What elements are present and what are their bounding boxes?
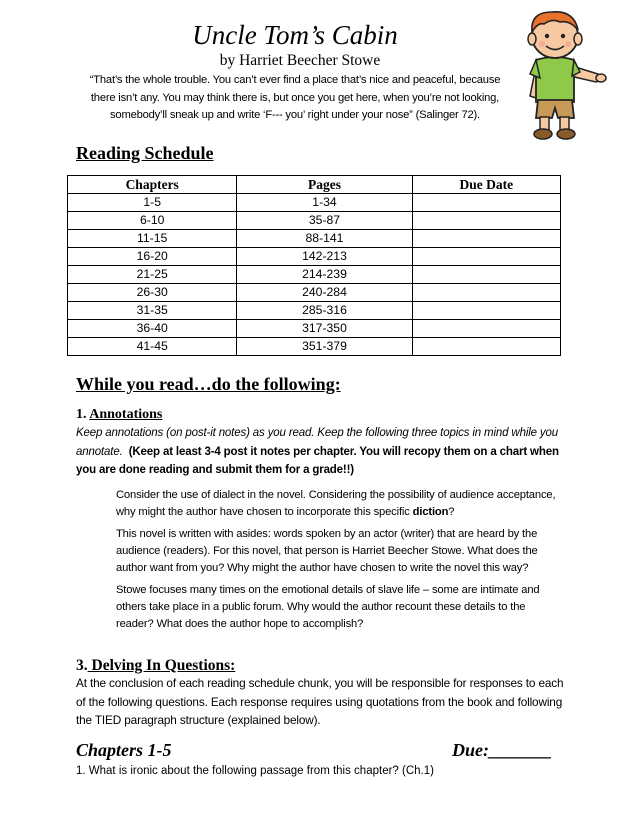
annotations-intro: Keep annotations (on post-it notes) as you read. Keep the following three topics in mind while you annotate. (76, 427, 559, 458)
chapters-cell: 11-15 (68, 230, 237, 248)
delving-instructions: At the conclusion of each reading schedule chunk, you will be responsible for responses to each of the following questions. Each response requires using quotations from the book and following the TIED paragraph structure (explained below). (76, 676, 564, 727)
column-header-pages: Pages (237, 176, 412, 194)
table-row (68, 338, 561, 356)
pages-cell: 240-284 (237, 284, 412, 302)
epigraph-quote (70, 72, 520, 125)
pages-cell: 214-239 (237, 266, 412, 284)
annotations-subheading (76, 407, 162, 423)
reading-schedule-table (67, 175, 561, 356)
chapters-cell: 6-10 (68, 212, 237, 230)
annotations-instructions (76, 424, 566, 480)
diction-term: diction (412, 506, 449, 518)
chapters-cell: 26-30 (68, 284, 237, 302)
quote-line: there isn’t any. You may think there is, but once you get here, when you’re not looking, (90, 91, 500, 104)
table-row (68, 212, 561, 230)
pages-cell: 35-87 (237, 212, 412, 230)
while-you-read-heading: While you read…do the following: (76, 374, 341, 394)
pages-cell: 142-213 (237, 248, 412, 266)
table-row (68, 266, 561, 284)
due-date-cell (412, 302, 560, 320)
due-date-cell (412, 338, 560, 356)
author-line: by Harriet Beecher Stowe (219, 52, 381, 69)
due-date-label: Due:_______ (452, 740, 552, 760)
column-header-due-date: Due Date (412, 176, 560, 194)
delving-title: Delving In Questions: (87, 657, 236, 674)
table-row (68, 194, 561, 212)
table-row (68, 302, 561, 320)
document-title: Uncle Tom’s Cabin (192, 20, 398, 50)
delving-questions-subheading (76, 657, 235, 675)
chapters-cell: 41-45 (68, 338, 237, 356)
annotation-topic-emotional-details: Stowe focuses many times on the emotional details of slave life – some are intimate and others take place in a public forum. Why would the author recount these details to the reader? What does the author hope to accomplish? (116, 584, 540, 630)
chapters-cell: 1-5 (68, 194, 237, 212)
topic-punctuation: ? (448, 506, 455, 518)
due-date-cell (412, 194, 560, 212)
annotation-topic-dialect (116, 487, 561, 521)
topic-text: Consider the use of dialect in the novel. Considering the possibility of audience acceptance, why might the author have chosen to incorporate this specific (116, 489, 556, 518)
pages-cell: 88-141 (237, 230, 412, 248)
chapters-cell: 31-35 (68, 302, 237, 320)
table-row (68, 248, 561, 266)
chapters-1-5-heading: Chapters 1-5 (76, 740, 172, 760)
pages-cell: 317-350 (237, 320, 412, 338)
due-date-cell (412, 320, 560, 338)
quote-line: somebody’ll sneak up and write ‘F--- you’ right under your nose” (Salinger 72). (110, 109, 480, 121)
table-header-row (68, 176, 561, 194)
due-date-cell (412, 230, 560, 248)
chapters-cell: 21-25 (68, 266, 237, 284)
chapters-cell: 36-40 (68, 320, 237, 338)
due-date-cell (412, 248, 560, 266)
section-number: 3. (76, 657, 88, 674)
table-row (68, 230, 561, 248)
due-date-cell (412, 284, 560, 302)
pages-cell: 285-316 (237, 302, 412, 320)
due-date-cell (412, 266, 560, 284)
annotations-title: Annotations (89, 407, 163, 422)
quote-line: “That’s the whole trouble. You can’t ever find a place that’s nice and peaceful, because (89, 74, 501, 86)
reading-schedule-heading: Reading Schedule (76, 143, 214, 163)
pages-cell: 351-379 (237, 338, 412, 356)
column-header-chapters: Chapters (68, 176, 237, 194)
table-row (68, 284, 561, 302)
section-number: 1. (76, 407, 90, 422)
table-row (68, 320, 561, 338)
question-1: 1. What is ironic about the following passage from this chapter? (Ch.1) (76, 765, 434, 777)
annotations-requirement: (Keep at least 3-4 post it notes per chapter. You will recopy them on a chart when you are done reading and submit them for a grade!!) (76, 445, 559, 476)
cartoon-boy-illustration (500, 4, 610, 142)
pages-cell: 1-34 (237, 194, 412, 212)
due-date-cell (412, 212, 560, 230)
chapters-cell: 16-20 (68, 248, 237, 266)
annotation-topic-asides: This novel is written with asides: words spoken by an actor (writer) that are heard by the audience (readers). For this novel, that person is Harriet Beecher Stowe. What does the author want from you? Why might the author have chosen to write the novel this way? (116, 528, 538, 574)
